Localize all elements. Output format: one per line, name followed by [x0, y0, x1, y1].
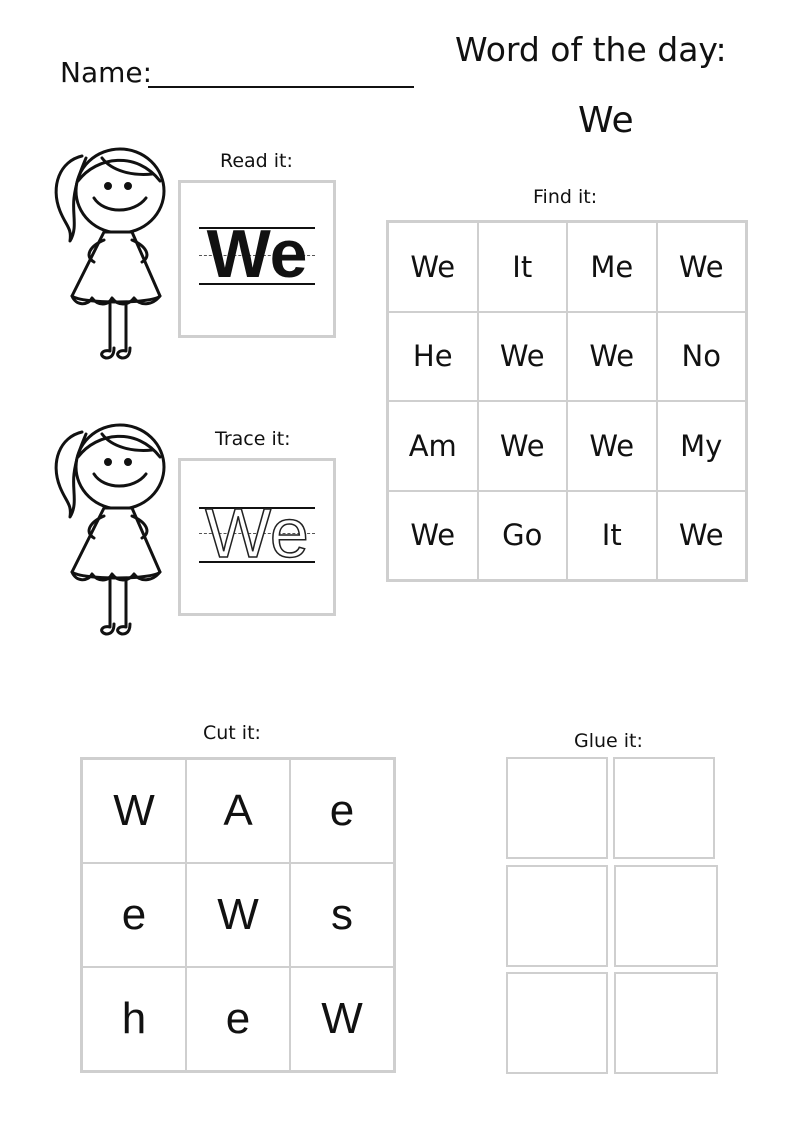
- girl-illustration: [42, 136, 172, 366]
- name-label: Name:: [60, 56, 153, 89]
- trace-it-card[interactable]: [178, 458, 336, 616]
- girl-illustration: [42, 412, 172, 642]
- cut-letter-tile[interactable]: W: [290, 967, 394, 1071]
- find-cell[interactable]: We: [657, 491, 747, 581]
- read-it-word: We: [206, 216, 308, 292]
- trace-it-label: Trace it:: [215, 428, 291, 450]
- trace-it-word: We: [205, 494, 309, 572]
- cut-letter-tile[interactable]: W: [186, 863, 290, 967]
- find-cell[interactable]: Me: [567, 222, 657, 312]
- find-cell[interactable]: We: [478, 312, 568, 402]
- find-cell[interactable]: My: [657, 401, 747, 491]
- find-cell[interactable]: No: [657, 312, 747, 402]
- cut-letter-tile[interactable]: e: [290, 759, 394, 863]
- find-cell[interactable]: We: [478, 401, 568, 491]
- cut-letter-tile[interactable]: e: [186, 967, 290, 1071]
- cut-letter-tile[interactable]: W: [82, 759, 186, 863]
- cut-it-grid: [80, 757, 396, 1073]
- glue-box[interactable]: [506, 757, 608, 859]
- find-cell[interactable]: We: [657, 222, 747, 312]
- find-cell[interactable]: It: [478, 222, 568, 312]
- find-cell[interactable]: We: [567, 312, 657, 402]
- find-cell[interactable]: Am: [388, 401, 478, 491]
- read-it-label: Read it:: [220, 150, 293, 172]
- glue-box[interactable]: [613, 757, 715, 859]
- cut-letter-tile[interactable]: h: [82, 967, 186, 1071]
- word-of-the-day-label: Word of the day:: [455, 30, 727, 69]
- find-it-grid: [386, 220, 748, 582]
- read-it-card: [178, 180, 336, 338]
- find-cell[interactable]: He: [388, 312, 478, 402]
- word-of-the-day: We: [578, 100, 634, 141]
- find-cell[interactable]: We: [388, 222, 478, 312]
- find-cell[interactable]: We: [567, 401, 657, 491]
- find-cell[interactable]: Go: [478, 491, 568, 581]
- cut-letter-tile[interactable]: e: [82, 863, 186, 967]
- cut-it-label: Cut it:: [203, 722, 261, 744]
- cut-letter-tile[interactable]: A: [186, 759, 290, 863]
- find-it-label: Find it:: [533, 186, 598, 208]
- find-cell[interactable]: We: [388, 491, 478, 581]
- cut-letter-tile[interactable]: s: [290, 863, 394, 967]
- name-field-line[interactable]: [148, 86, 414, 88]
- glue-it-label: Glue it:: [574, 730, 643, 752]
- glue-box[interactable]: [506, 972, 608, 1074]
- glue-box[interactable]: [506, 865, 608, 967]
- glue-box[interactable]: [614, 972, 718, 1074]
- glue-box[interactable]: [614, 865, 718, 967]
- find-cell[interactable]: It: [567, 491, 657, 581]
